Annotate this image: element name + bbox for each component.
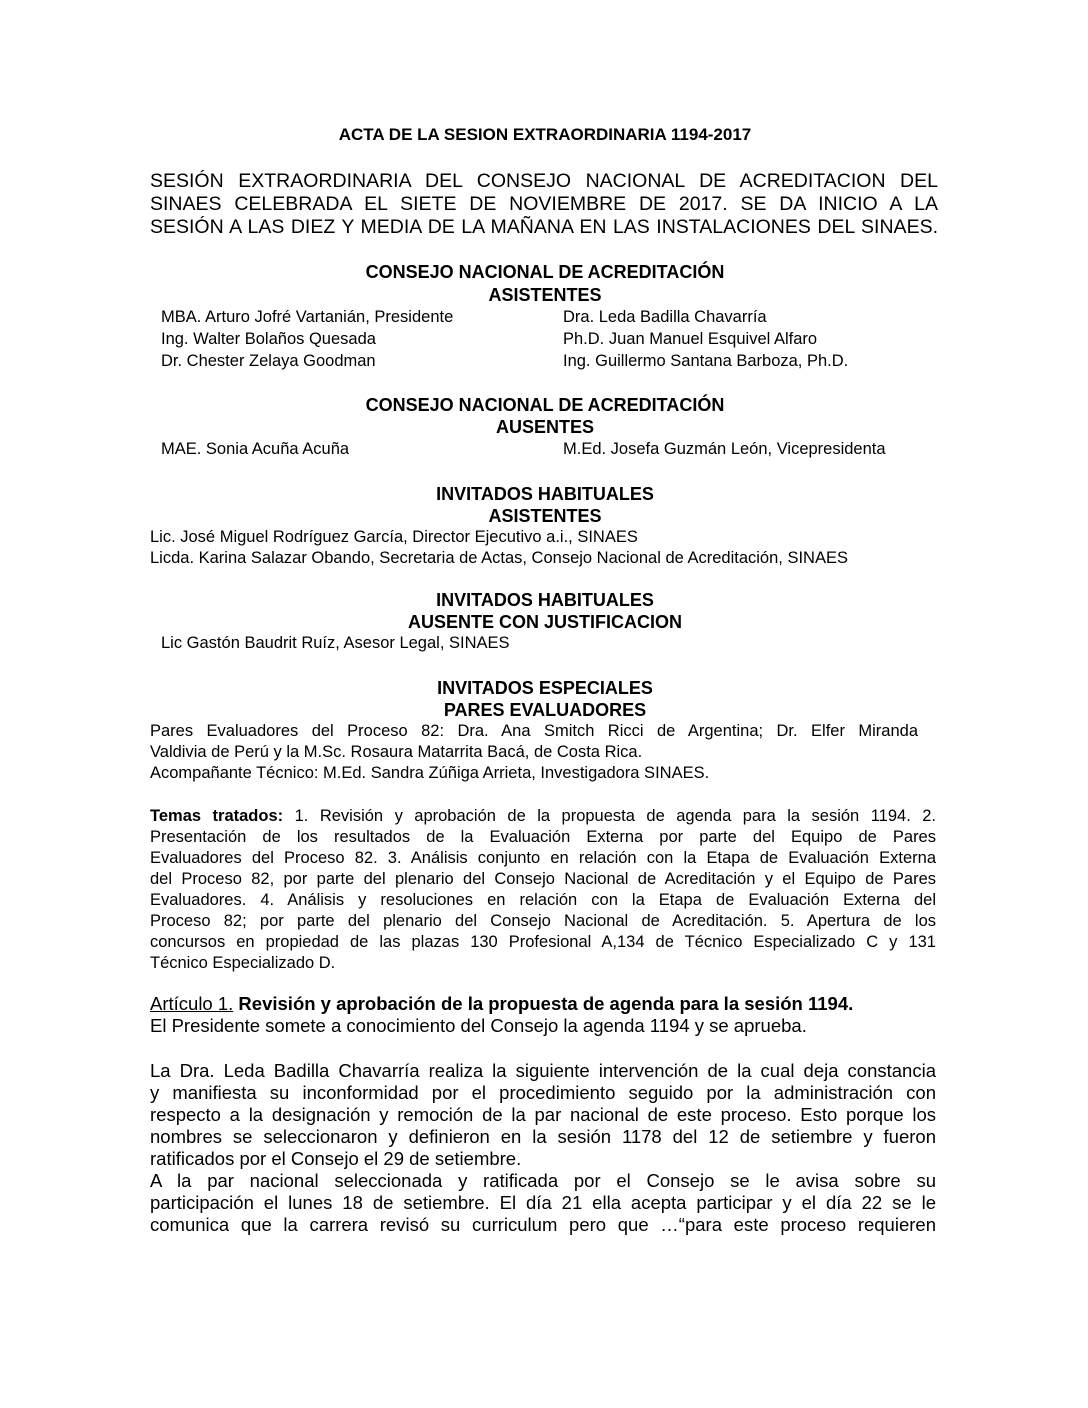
paragraph-line: participación el lunes 18 de setiembre. El día 21 ella acepta participar y el día 22 se le [150, 1192, 936, 1213]
topics-line: Temas tratados: 1. Revisión y aprobación de la propuesta de agenda para la sesión 1194. 2. [150, 807, 937, 825]
topics-line: Evaluadores. 4. Análisis y resoluciones en relación con la Etapa de Evaluación Externa del [150, 891, 936, 909]
attendee-name: Dra. Leda Badilla Chavarría [563, 308, 767, 326]
section-heading: CONSEJO NACIONAL DE ACREDITACIÓN [365, 395, 725, 415]
guest-line: Licda. Karina Salazar Obando, Secretaria de Actas, Consejo Nacional de Acreditación, SINAES [150, 549, 848, 567]
topics-line: del Proceso 82, por parte del plenario del Consejo Nacional de Acreditación y el Equipo de Pares [150, 870, 936, 888]
topics-line: Técnico Especializado D. [150, 954, 336, 972]
article-title: Revisión y aprobación de la propuesta de agenda para la sesión 1194. [233, 993, 854, 1014]
attendee-name: Ph.D. Juan Manuel Esquivel Alfaro [563, 330, 818, 348]
special-guests-line: Valdivia de Perú y la M.Sc. Rosaura Matarrita Bacá, de Costa Rica. [150, 743, 643, 761]
section-heading: INVITADOS ESPECIALES [437, 678, 653, 698]
special-guests-paragraph [150, 721, 918, 784]
section-subheading: AUSENTE CON JUSTIFICACION [407, 612, 683, 632]
section-subheading: PARES EVALUADORES [443, 700, 647, 720]
absent-name: M.Ed. Josefa Guzmán León, Vicepresidenta [563, 440, 886, 458]
intervention-paragraph [150, 1060, 936, 1170]
attendee-name: Dr. Chester Zelaya Goodman [161, 352, 376, 370]
paragraph-line: A la par nacional seleccionada y ratificada por el Consejo se le avisa sobre su [150, 1170, 936, 1191]
intro-line: SESIÓN A LAS DIEZ Y MEDIA DE LA MAÑANA EN LAS INSTALACIONES DEL SINAES. [150, 216, 938, 238]
attendee-name: MBA. Arturo Jofré Vartanián, Presidente [161, 308, 454, 326]
topics-line: Presentación de los resultados de la Evaluación Externa por parte del Equipo de Pares [150, 828, 936, 846]
paragraph-line: La Dra. Leda Badilla Chavarría realiza la siguiente intervención de la cual deja constancia [150, 1060, 936, 1081]
paragraph-line: comunica que la carrera revisó su curriculum pero que …“para este proceso requieren [150, 1214, 936, 1235]
topics-paragraph [150, 806, 936, 974]
paragraph-line: respecto a la designación y remoción de la par nacional de este proceso. Esto porque los [150, 1104, 936, 1125]
article-label: Artículo 1. [150, 993, 234, 1014]
document-title: ACTA DE LA SESION EXTRAORDINARIA 1194-2017 [338, 125, 752, 144]
topics-line: Proceso 82; por parte del plenario del Consejo Nacional de Acreditación. 5. Apertura de los [150, 912, 936, 930]
paragraph-line: ratificados por el Consejo el 29 de setiembre. [150, 1148, 522, 1169]
section-heading: CONSEJO NACIONAL DE ACREDITACIÓN [365, 262, 725, 282]
guest-line: Lic. José Miguel Rodríguez García, Director Ejecutivo a.i., SINAES [150, 528, 638, 546]
intro-line: SESIÓN EXTRAORDINARIA DEL CONSEJO NACIONAL DE ACREDITACION DEL [150, 170, 938, 192]
intro-paragraph [150, 170, 938, 239]
topics-line: concursos en propiedad de las plazas 130 Profesional A,134 de Técnico Especializado C y 131 [150, 933, 936, 951]
topics-label: Temas tratados: [150, 807, 284, 825]
attendee-name: Ing. Walter Bolaños Quesada [161, 330, 376, 348]
intro-line: SINAES CELEBRADA EL SIETE DE NOVIEMBRE DE 2017. SE DA INICIO A LA [150, 193, 938, 215]
section-heading: INVITADOS HABITUALES [436, 484, 654, 504]
attendee-name: Ing. Guillermo Santana Barboza, Ph.D. [563, 352, 849, 370]
guest-line: Lic Gastón Baudrit Ruíz, Asesor Legal, SINAES [161, 634, 510, 652]
article-line: El Presidente somete a conocimiento del Consejo la agenda 1194 y se aprueba. [150, 1015, 807, 1036]
paragraph-line: y manifiesta su inconformidad por el procedimiento seguido por la administración con [150, 1082, 936, 1103]
absent-name: MAE. Sonia Acuña Acuña [161, 440, 350, 458]
notification-paragraph [150, 1170, 936, 1236]
section-subheading: AUSENTES [495, 417, 594, 437]
section-subheading: ASISTENTES [488, 506, 602, 526]
section-subheading: ASISTENTES [488, 285, 602, 305]
special-guests-line: Acompañante Técnico: M.Ed. Sandra Zúñiga Arrieta, Investigadora SINAES. [150, 764, 710, 782]
special-guests-line: Pares Evaluadores del Proceso 82: Dra. Ana Smitch Ricci de Argentina; Dr. Elfer Miranda [150, 722, 918, 740]
topics-line: Evaluadores del Proceso 82. 3. Análisis conjunto en relación con la Etapa de Evaluación Externa [150, 849, 936, 867]
article-1-heading [150, 993, 936, 1037]
paragraph-line: nombres se seleccionaron y definieron en la sesión 1178 del 12 de setiembre y fueron [150, 1126, 936, 1147]
section-heading: INVITADOS HABITUALES [436, 590, 654, 610]
